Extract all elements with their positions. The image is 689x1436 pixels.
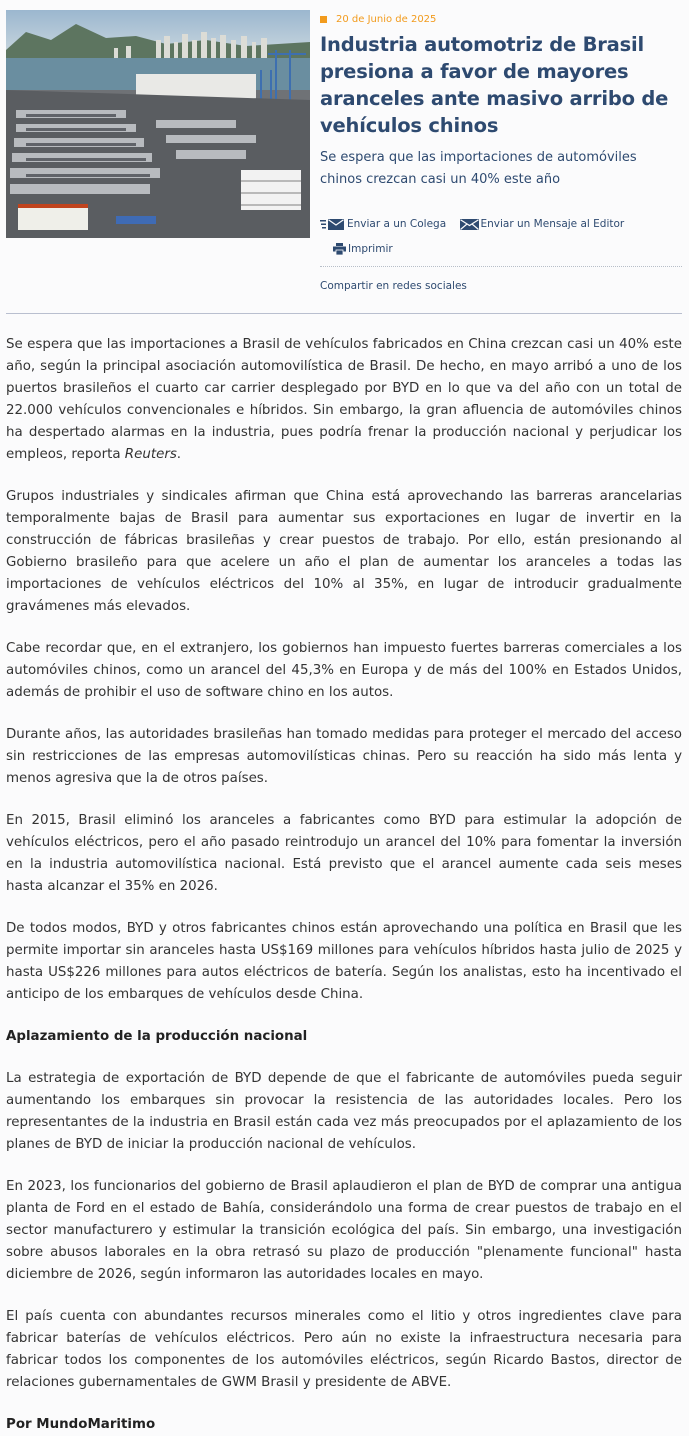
actions-divider <box>320 266 682 267</box>
send-to-colleague-link[interactable] <box>320 213 446 235</box>
paragraph: En 2015, Brasil eliminó los aranceles a fabricantes como BYD para estimular la adopción de vehículos eléctricos, pero el año pasado reintrodujo un arancel del 10% para fomentar la inversión en la industria automovilística nacional. Está previsto que el arancel aumente cada seis meses hasta alcanzar el 35% en 2026. <box>6 813 682 894</box>
article-title: Industria automotriz de Brasil presiona a favor de mayores aranceles ante masivo arribo de vehículos chinos <box>320 33 669 137</box>
print-label: Imprimir <box>348 242 393 255</box>
printer-icon <box>333 243 346 255</box>
paragraph-end: . <box>176 447 182 462</box>
print-link[interactable] <box>333 238 393 260</box>
send-to-editor-label: Enviar un Mensaje al Editor <box>480 218 625 230</box>
section-subheading: Aplazamiento de la producción nacional <box>6 1029 308 1044</box>
header-separator <box>6 313 682 314</box>
paragraph: La estrategia de exportación de BYD depende de que el fabricante de automóviles pueda seguir aumentando los embarques sin provocar la resistencia de las autoridades locales. Pero los representantes de la industria en Brasil están cada vez más preocupados por el aplazamiento de los planes de BYD de iniciar la producción nacional de vehículos. <box>6 1071 682 1152</box>
envelope-icon <box>460 219 479 230</box>
paragraph: Durante años, las autoridades brasileñas han tomado medidas para proteger el mercado del acceso sin restricciones de las empresas automovilísticas chinas. Pero su reacción ha sido más lenta y menos agresiva que la de otros países. <box>6 727 682 786</box>
email-list-icon <box>320 219 345 230</box>
article-header <box>320 12 682 292</box>
article-subtitle: Se espera que las importaciones de automóviles chinos crezcan casi un 40% este año <box>320 150 637 187</box>
send-to-editor-link[interactable] <box>460 213 625 235</box>
source-name: Reuters <box>124 447 177 462</box>
paragraph <box>6 334 682 466</box>
share-social-link[interactable]: Compartir en redes sociales <box>320 279 467 292</box>
paragraph: Grupos industriales y sindicales afirman que China está aprovechando las barreras arancelarias temporalmente bajas de Brasil para aumentar sus exportaciones en lugar de invertir en la construcción de fábricas brasileñas y crear puestos de trabajo. Por ello, están presionando al Gobierno brasileño para que acelere un año el plan de aumentar los aranceles a todas las importaciones de vehículos eléctricos del 10% al 35%, en lugar de introducir gradualmente gravámenes más elevados. <box>6 489 682 614</box>
date-row <box>320 12 682 26</box>
article-body <box>6 334 682 1436</box>
article-date: 20 de Junio de 2025 <box>336 13 437 25</box>
date-marker-icon <box>320 16 327 23</box>
paragraph: De todos modos, BYD y otros fabricantes chinos están aprovechando una política en Brasil que les permite importar sin aranceles hasta US$169 millones para vehículos híbridos hasta julio de 2025 y hasta US$226 millones para autos eléctricos de batería. Según los analistas, esto ha incentivado el anticipo de los embarques de vehículos desde China. <box>6 921 682 1002</box>
byline: Por MundoMaritimo <box>6 1417 156 1432</box>
paragraph: Cabe recordar que, en el extranjero, los gobiernos han impuesto fuertes barreras comerciales a los automóviles chinos, como un arancel del 45,3% en Europa y de más del 100% en Estados Unidos, además de prohibir el uso de software chino en los autos. <box>6 641 682 700</box>
send-to-colleague-label: Enviar a un Colega <box>347 218 447 230</box>
paragraph-text: Se espera que las importaciones a Brasil de vehículos fabricados en China crezcan casi un 40% este año, según la principal asociación automovilística de Brasil. De hecho, en mayo arribó a uno de los puertos brasileños el cuarto car carrier desplegado por BYD en lo que va del año con un total de 22.000 vehículos convencionales e híbridos. Sin embargo, la gran afluencia de automóviles chinos ha despertado alarmas en la industria, pues podría frenar la producción nacional y perjudicar los empleos, reporta <box>6 337 682 462</box>
article-actions <box>320 213 682 263</box>
article-photo <box>6 10 310 238</box>
paragraph: En 2023, los funcionarios del gobierno de Brasil aplaudieron el plan de BYD de comprar una antigua planta de Ford en el estado de Bahía, considerándolo una forma de crear puestos de trabajo en el sector manufacturero y estimular la transición ecológica del país. Sin embargo, una investigación sobre abusos laborales en la obra retrasó su plazo de producción "plenamente funcional" hasta diciembre de 2026, según informaron las autoridades locales en mayo. <box>6 1179 682 1282</box>
paragraph: El país cuenta con abundantes recursos minerales como el litio y otros ingredientes clave para fabricar baterías de vehículos eléctricos. Pero aún no existe la infraestructura necesaria para fabricar todos los componentes de los automóviles eléctricos, según Ricardo Bastos, director de relaciones gubernamentales de GWM Brasil y presidente de ABVE. <box>6 1309 682 1390</box>
